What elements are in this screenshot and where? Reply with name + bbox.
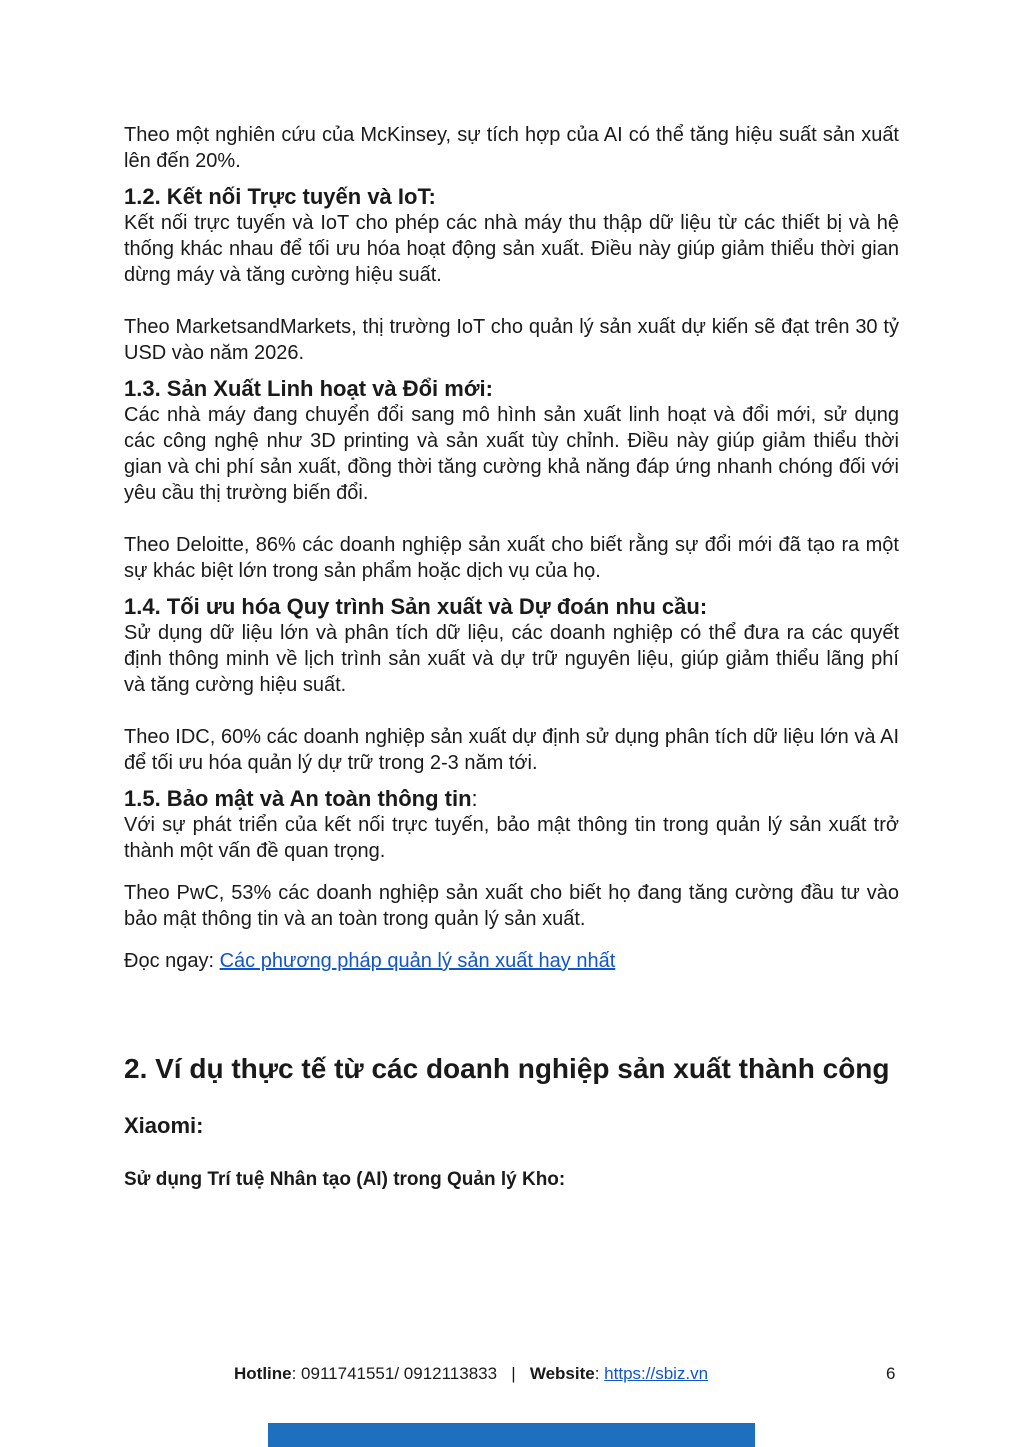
section-1-2-paragraph-2: Theo MarketsandMarkets, thị trường IoT cho quản lý sản xuất dự kiến sẽ đạt trên 30 tỷ USD vào năm 2026. [124, 316, 899, 364]
section-1-3-paragraph-2: Theo Deloitte, 86% các doanh nghiệp sản xuất cho biết rằng sự đổi mới đã tạo ra một sự khác biệt lớn trong sản phẩm hoặc dịch vụ của họ. [124, 534, 899, 582]
section-1-4-paragraph-1: Sử dụng dữ liệu lớn và phân tích dữ liệu, các doanh nghiệp có thể đưa ra các quyết định thông minh về lịch trình sản xuất và dự trữ nguyên liệu, giúp giảm thiểu lãng phí và tăng cường hiệu suất. [124, 622, 899, 696]
website-colon: : [594, 1364, 605, 1383]
read-more-prefix: Đọc ngay: [124, 950, 220, 972]
section-1-5-heading [124, 786, 899, 812]
hotline-label: Hotline [234, 1364, 292, 1383]
section-1-4-heading: 1.4. Tối ưu hóa Quy trình Sản xuất và Dự đoán nhu cầu: [124, 594, 708, 619]
footer-bar [268, 1423, 755, 1447]
section-1-2-heading: 1.2. Kết nối Trực tuyến và IoT: [124, 184, 436, 209]
subsection-heading: Sử dụng Trí tuệ Nhân tạo (AI) trong Quản lý Kho: [124, 1169, 566, 1190]
document-body [124, 122, 899, 1192]
website-label: Website [529, 1364, 595, 1383]
section-1-5-heading-colon: : [471, 786, 478, 811]
section-1-5-paragraph-2: Theo PwC, 53% các doanh nghiệp sản xuất cho biết họ đang tăng cường đầu tư vào bảo mật thông tin và an toàn trong quản lý sản xuất. [124, 882, 899, 930]
section-1-5-paragraph-1: Với sự phát triển của kết nối trực tuyến, bảo mật thông tin trong quản lý sản xuất trở thành một vấn đề quan trọng. [124, 814, 899, 862]
section-1-3-heading: 1.3. Sản Xuất Linh hoạt và Đổi mới: [124, 376, 493, 401]
section-1-3-paragraph-1: Các nhà máy đang chuyển đổi sang mô hình sản xuất linh hoạt và đổi mới, sử dụng các công nghệ như 3D printing và sản xuất tùy chỉnh. Điều này giúp giảm thiểu thời gian và chi phí sản xuất, đồng thời tăng cường khả năng đáp ứng nhanh chóng đối với yêu cầu thị trường biến đổi. [124, 404, 899, 504]
page-number: 6 [886, 1364, 896, 1383]
read-more [124, 948, 899, 974]
section-1-4-paragraph-2: Theo IDC, 60% các doanh nghiệp sản xuất dự định sử dụng phân tích dữ liệu lớn và AI để tối ưu hóa quản lý dự trữ trong 2-3 năm tới. [124, 726, 899, 774]
company-heading: Xiaomi: [124, 1113, 204, 1138]
website-link[interactable]: https://sbiz.vn [604, 1364, 709, 1383]
footer-contact [234, 1364, 708, 1384]
section-1-5-heading-text: 1.5. Bảo mật và An toàn thông tin [124, 786, 472, 811]
read-more-link[interactable]: Các phương pháp quản lý sản xuất hay nhất [219, 950, 616, 972]
hotline-value: : 0911741551/ 0912113833 [291, 1364, 498, 1383]
section-1-2-paragraph-1: Kết nối trực tuyến và IoT cho phép các nhà máy thu thập dữ liệu từ các thiết bị và hệ thống khác nhau để tối ưu hóa hoạt động sản xuất. Điều này giúp giảm thiểu thời gian dừng máy và tăng cường hiệu suất. [124, 212, 899, 286]
intro-paragraph: Theo một nghiên cứu của McKinsey, sự tích hợp của AI có thể tăng hiệu suất sản xuất lên đến 20%. [124, 124, 899, 172]
section-2-heading: 2. Ví dụ thực tế từ các doanh nghiệp sản xuất thành công [124, 1053, 890, 1084]
footer-separator: | [511, 1364, 516, 1383]
